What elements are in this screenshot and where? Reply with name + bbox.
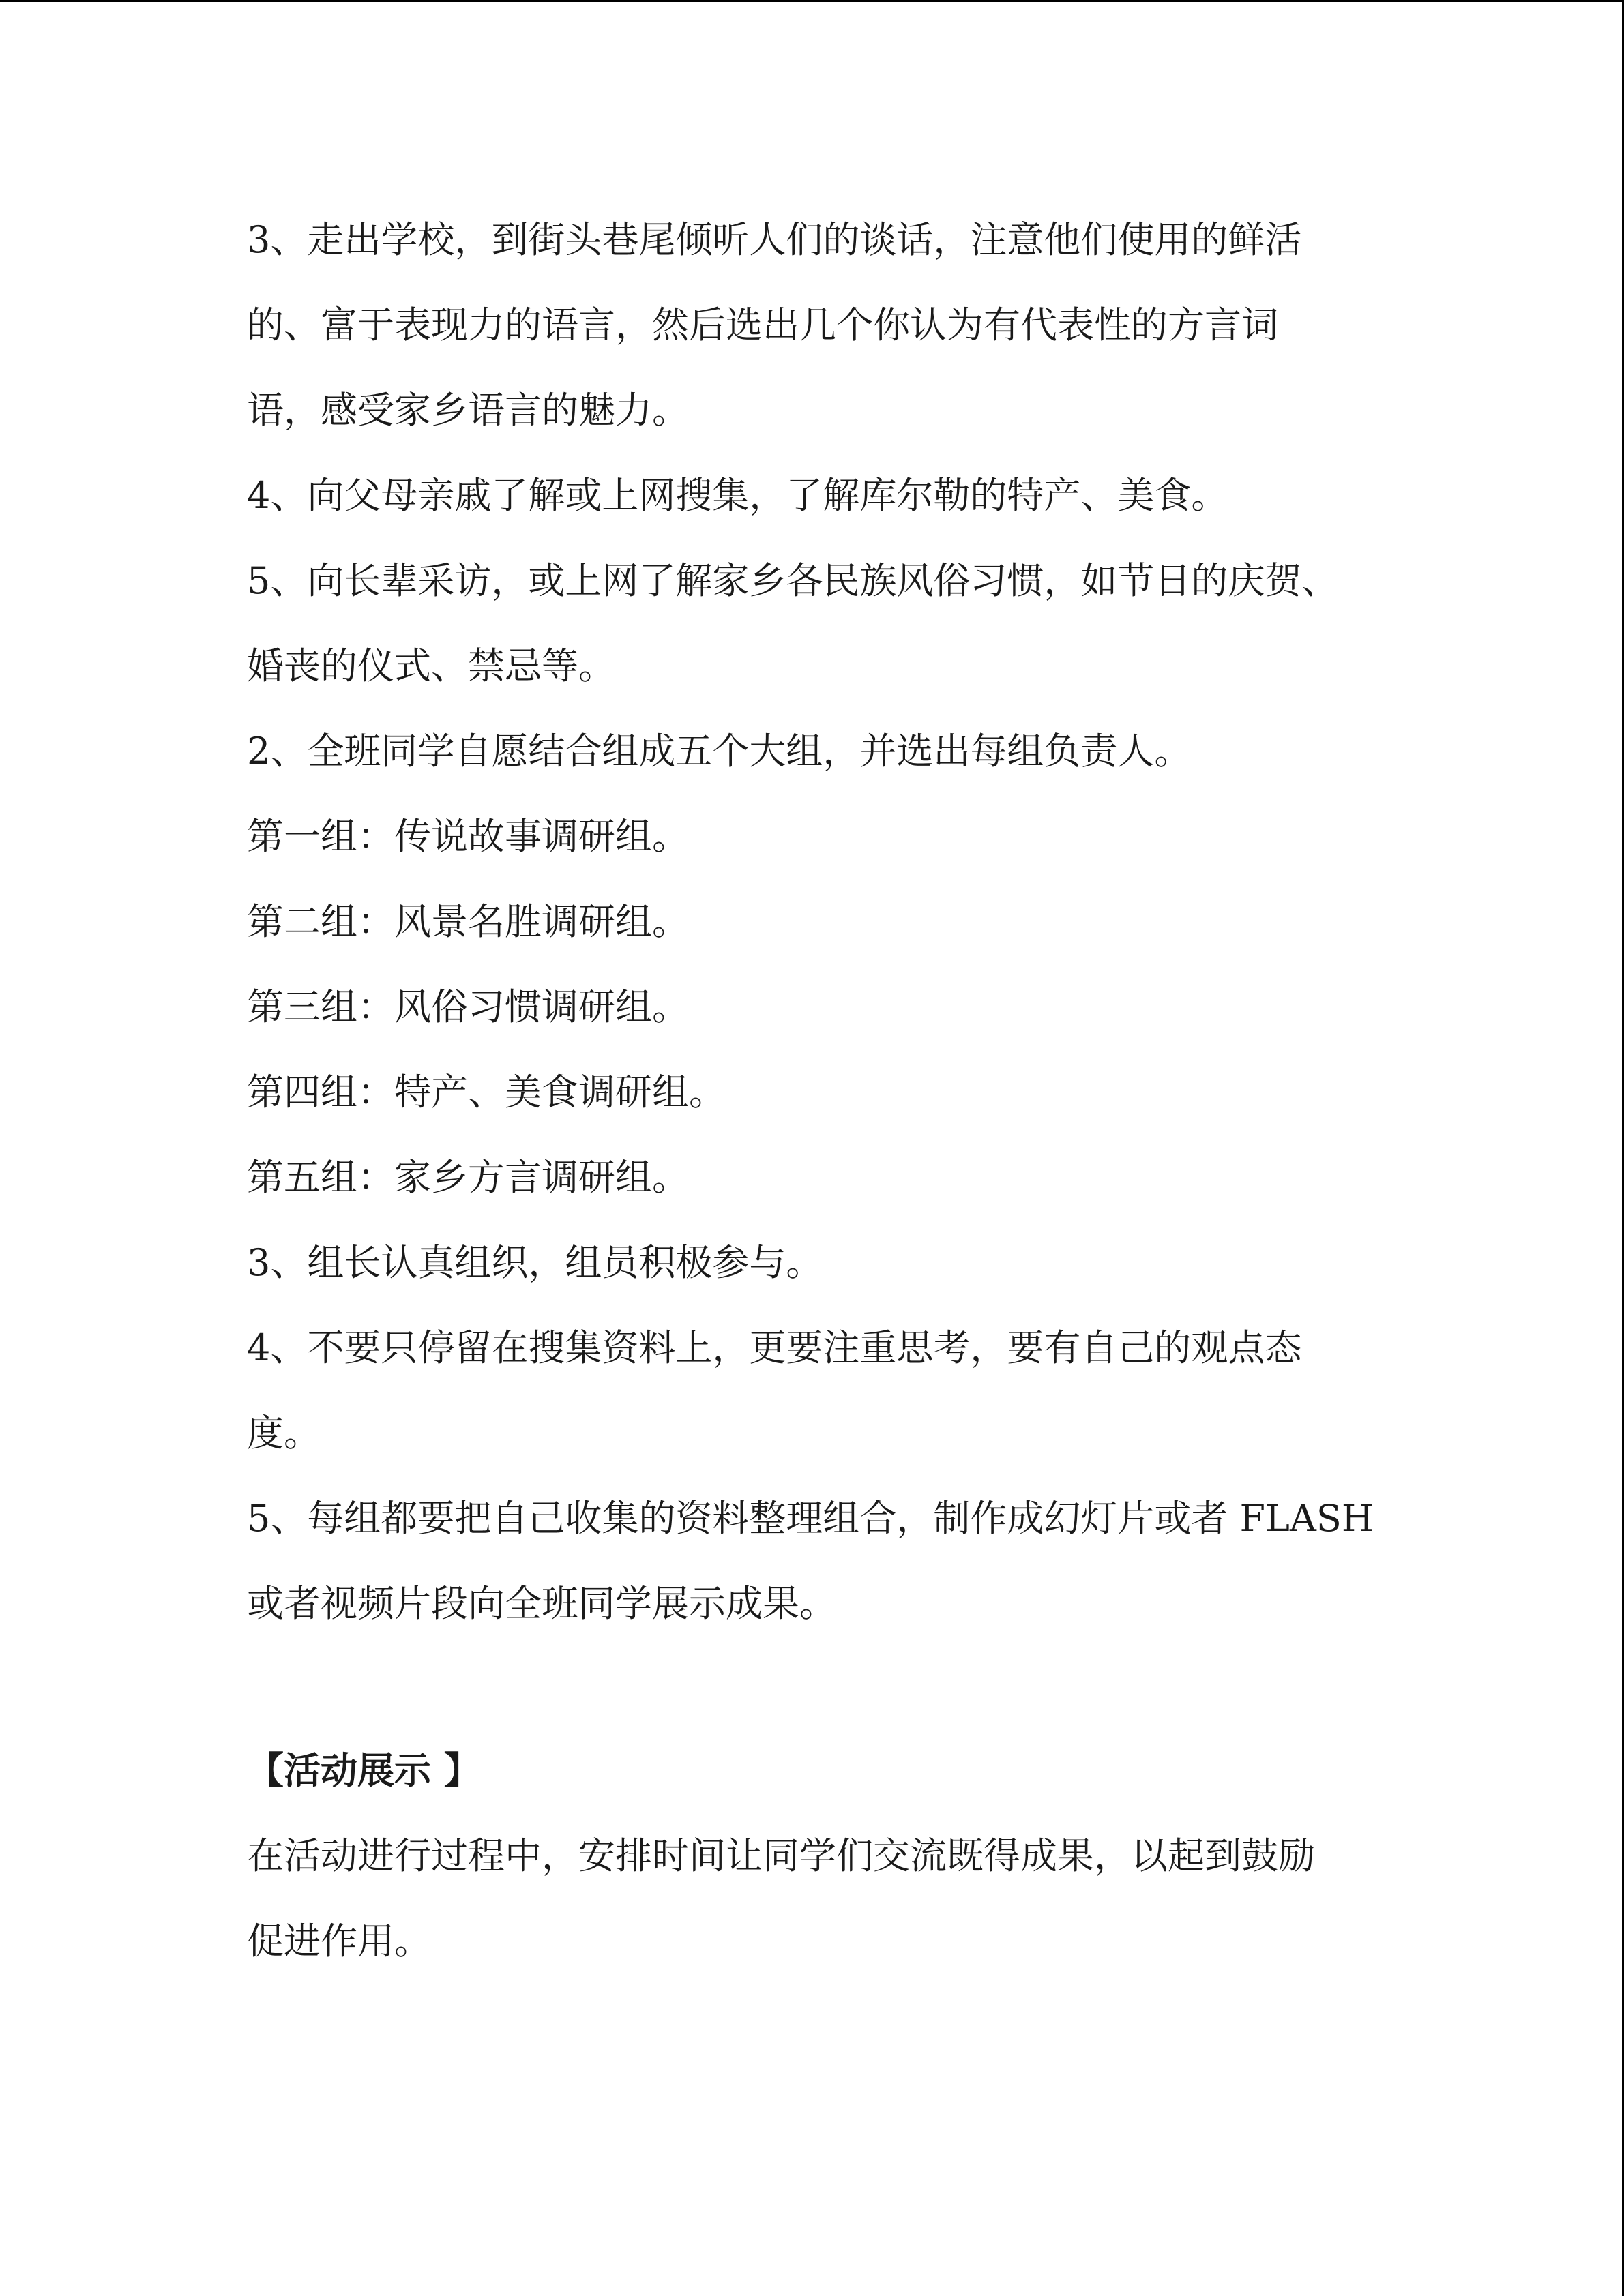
paragraph-line: 3、走出学校，到街头巷尾倾听人们的谈话，注意他们使用的鲜活 bbox=[247, 218, 1302, 261]
paragraph-line: 促进作用。 bbox=[247, 1920, 431, 1963]
paragraph-line: 在活动进行过程中，安排时间让同学们交流既得成果，以起到鼓励 bbox=[247, 1834, 1315, 1877]
page-top-border bbox=[0, 0, 1624, 2]
group-item: 第四组：特产、美食调研组。 bbox=[247, 1071, 726, 1114]
group-item: 第二组：风景名胜调研组。 bbox=[247, 900, 689, 943]
paragraph-line: 婚丧的仪式、禁忌等。 bbox=[247, 644, 615, 687]
group-item: 第三组：风俗习惯调研组。 bbox=[247, 985, 689, 1028]
paragraph-line: 2、全班同学自愿结合组成五个大组，并选出每组负责人。 bbox=[247, 730, 1192, 773]
group-item: 第一组：传说故事调研组。 bbox=[247, 815, 689, 858]
paragraph-line: 3、组长认真组织，组员积极参与。 bbox=[247, 1241, 823, 1284]
paragraph-line: 或者视频片段向全班同学展示成果。 bbox=[247, 1582, 836, 1625]
paragraph-line: 5、向长辈采访，或上网了解家乡各民族风俗习惯，如节日的庆贺、 bbox=[247, 559, 1339, 602]
paragraph-line: 语，感受家乡语言的魅力。 bbox=[247, 389, 689, 432]
paragraph-line: 的、富于表现力的语言，然后选出几个你认为有代表性的方言词 bbox=[247, 303, 1278, 346]
paragraph-line: 5、每组都要把自己收集的资料整理组合，制作成幻灯片或者 FLASH bbox=[247, 1497, 1374, 1540]
group-item: 第五组：家乡方言调研组。 bbox=[247, 1156, 689, 1199]
paragraph-line: 4、向父母亲戚了解或上网搜集，了解库尔勒的特产、美食。 bbox=[247, 474, 1228, 517]
section-heading: 【活动展示 】 bbox=[247, 1749, 481, 1792]
paragraph-line: 度。 bbox=[247, 1412, 321, 1455]
paragraph-line: 4、不要只停留在搜集资料上，更要注重思考，要有自己的观点态 bbox=[247, 1326, 1302, 1369]
